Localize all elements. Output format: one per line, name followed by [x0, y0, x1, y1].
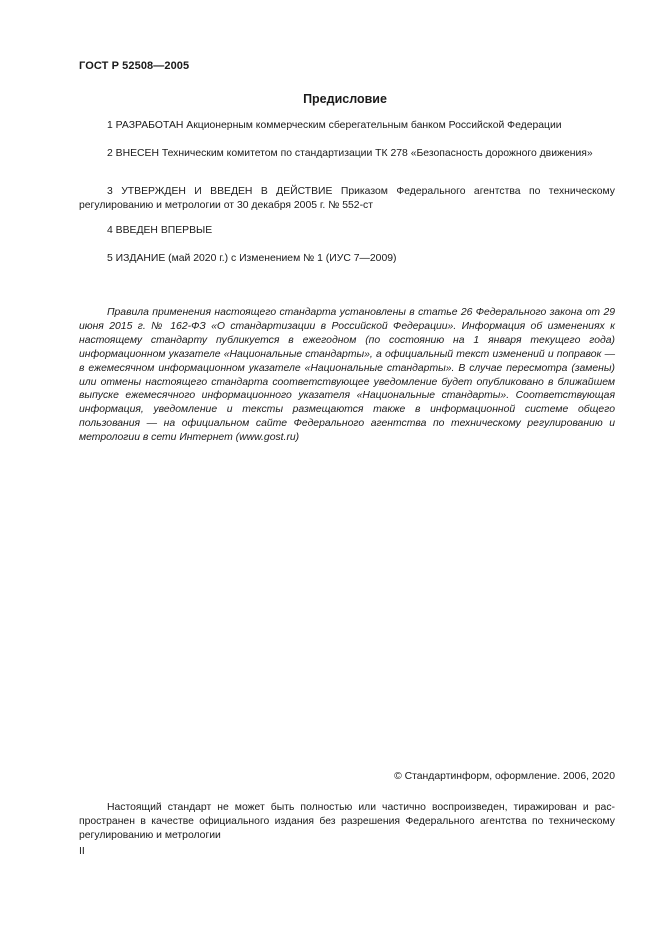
page-title: Предисловие — [303, 92, 387, 106]
reproduction-notice: Настоящий стандарт не может быть полностью или частично воспроизведен, тиражирован и распространен в качестве официального издания без разрешения Федерального агентства по техническому регулированию и метрологии — [79, 802, 615, 841]
preface-item-approved: 3 УТВЕРЖДЕН И ВВЕДЕН В ДЕЙСТВИЕ Приказом Федерального агентства по техническому регулированию и метрологии от 30 декабря 2005 г. № 552-ст — [79, 186, 615, 211]
preface-item-first-introduced: 4 ВВЕДЕН ВПЕРВЫЕ — [107, 225, 213, 236]
application-rules-notice: Правила применения настоящего стандарта установлены в статье 26 Федерального закона от 29 июня 2015 г. № 162-ФЗ «О стандартизации в Российской Федерации». Информация об изменениях к настоящему стандарту публикуется в ежегодном (по состоянию на 1 января текущего года) информационном указателе «Национальные стандарты», а официальный текст изменений и поправок — в ежемесячном информационном указателе «Национальные стандарты». В случае пересмотра (замены) или отмены настоящего стандарта соответствующее уведомление будет опубликовано в ближайшем выпуске ежемесячного информационного указателя «Национальные стандарты». Соответствующая информация, уведомление и тексты размещаются также в информационной системе общего пользования — на официальном сайте Федерального агентства по техническому регулированию и метрологии в сети Интернет (www.gost.ru) — [79, 307, 615, 444]
copyright-line: © Стандартинформ, оформление. 2006, 2020 — [394, 771, 615, 782]
document-code-header: ГОСТ Р 52508—2005 — [79, 60, 190, 72]
preface-item-submitted: 2 ВНЕСЕН Техническим комитетом по стандартизации ТК 278 «Безопасность дорожного движения» — [107, 148, 593, 159]
preface-item-edition: 5 ИЗДАНИЕ (май 2020 г.) с Изменением № 1 (ИУС 7—2009) — [107, 253, 397, 264]
preface-item-developed: 1 РАЗРАБОТАН Акционерным коммерческим сберегательным банком Российской Федерации — [107, 120, 562, 131]
page-number: II — [79, 846, 85, 857]
